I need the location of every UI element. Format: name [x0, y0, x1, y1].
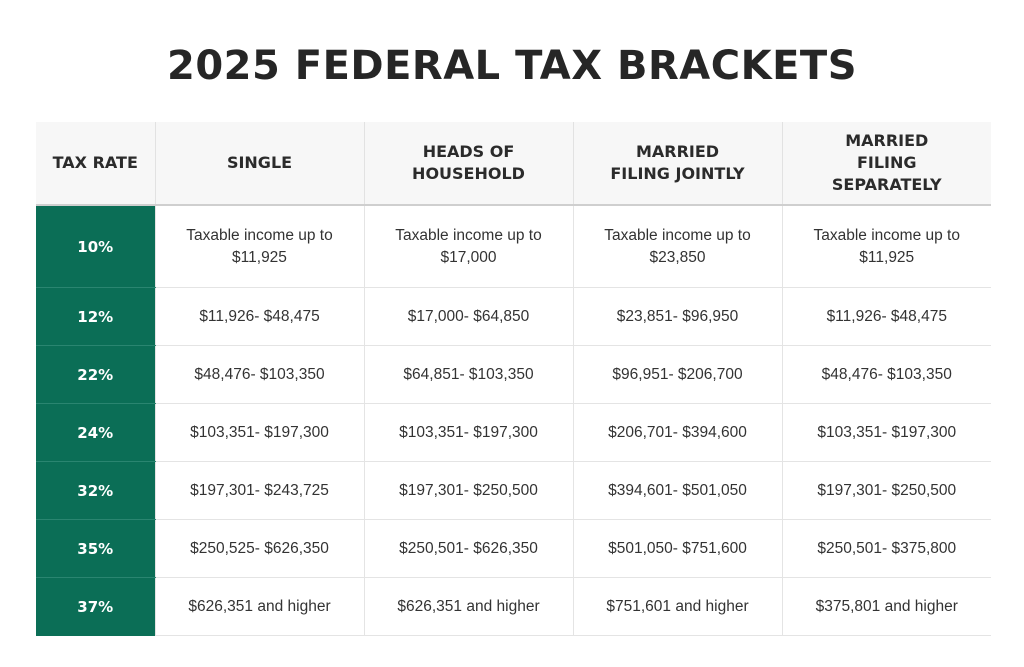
married-jointly-cell: $96,951- $206,700 — [573, 346, 782, 404]
head-of-household-value: Taxable income up to $17,000 — [395, 226, 542, 266]
table-row — [36, 346, 991, 404]
head-of-household-cell: $64,851- $103,350 — [364, 346, 573, 404]
tax-rate-cell: 24% — [36, 404, 155, 462]
column-header-married-filing-jointly: MARRIED FILING JOINTLY — [573, 122, 782, 205]
table-row — [36, 578, 991, 636]
married-separately-cell: $48,476- $103,350 — [782, 346, 991, 404]
single-cell: $48,476- $103,350 — [155, 346, 364, 404]
header-row — [36, 122, 991, 205]
head-of-household-cell: $17,000- $64,850 — [364, 288, 573, 346]
table-body — [36, 205, 991, 636]
single-cell: $250,525- $626,350 — [155, 520, 364, 578]
head-of-household-cell: $626,351 and higher — [364, 578, 573, 636]
tax-rate-cell: 12% — [36, 288, 155, 346]
table-row — [36, 520, 991, 578]
page-title: 2025 FEDERAL TAX BRACKETS — [166, 43, 858, 89]
married-jointly-cell — [573, 205, 782, 288]
married-separately-cell: $375,801 and higher — [782, 578, 991, 636]
column-header-single: SINGLE — [155, 122, 364, 205]
tax-brackets-table — [36, 122, 991, 636]
married-jointly-cell: $751,601 and higher — [573, 578, 782, 636]
married-jointly-cell: $394,601- $501,050 — [573, 462, 782, 520]
column-header-tax-rate: TAX RATE — [36, 122, 155, 205]
tax-rate-cell: 10% — [36, 205, 155, 288]
table-row — [36, 288, 991, 346]
married-jointly-cell: $206,701- $394,600 — [573, 404, 782, 462]
table-row — [36, 462, 991, 520]
married-separately-cell: $103,351- $197,300 — [782, 404, 991, 462]
single-cell: $11,926- $48,475 — [155, 288, 364, 346]
column-header-married-filing-separately: MARRIED FILING SEPARATELY — [782, 122, 991, 205]
single-value: Taxable income up to $11,925 — [186, 226, 333, 266]
tax-rate-cell: 22% — [36, 346, 155, 404]
married-jointly-cell: $501,050- $751,600 — [573, 520, 782, 578]
married-separately-cell: $197,301- $250,500 — [782, 462, 991, 520]
single-cell: $197,301- $243,725 — [155, 462, 364, 520]
married-jointly-cell: $23,851- $96,950 — [573, 288, 782, 346]
head-of-household-cell: $250,501- $626,350 — [364, 520, 573, 578]
tax-rate-cell: 32% — [36, 462, 155, 520]
married-separately-cell: $11,926- $48,475 — [782, 288, 991, 346]
head-of-household-cell: $197,301- $250,500 — [364, 462, 573, 520]
head-of-household-cell — [364, 205, 573, 288]
single-cell — [155, 205, 364, 288]
married-separately-cell — [782, 205, 991, 288]
column-header-heads-of-household: HEADS OF HOUSEHOLD — [364, 122, 573, 205]
tax-rate-cell: 37% — [36, 578, 155, 636]
table-header — [36, 122, 991, 205]
tax-rate-cell: 35% — [36, 520, 155, 578]
married-separately-value: Taxable income up to $11,925 — [813, 226, 960, 266]
married-separately-cell: $250,501- $375,800 — [782, 520, 991, 578]
single-cell: $103,351- $197,300 — [155, 404, 364, 462]
single-cell: $626,351 and higher — [155, 578, 364, 636]
married-jointly-value: Taxable income up to $23,850 — [604, 226, 751, 266]
head-of-household-cell: $103,351- $197,300 — [364, 404, 573, 462]
table-row — [36, 404, 991, 462]
table-row — [36, 205, 991, 288]
